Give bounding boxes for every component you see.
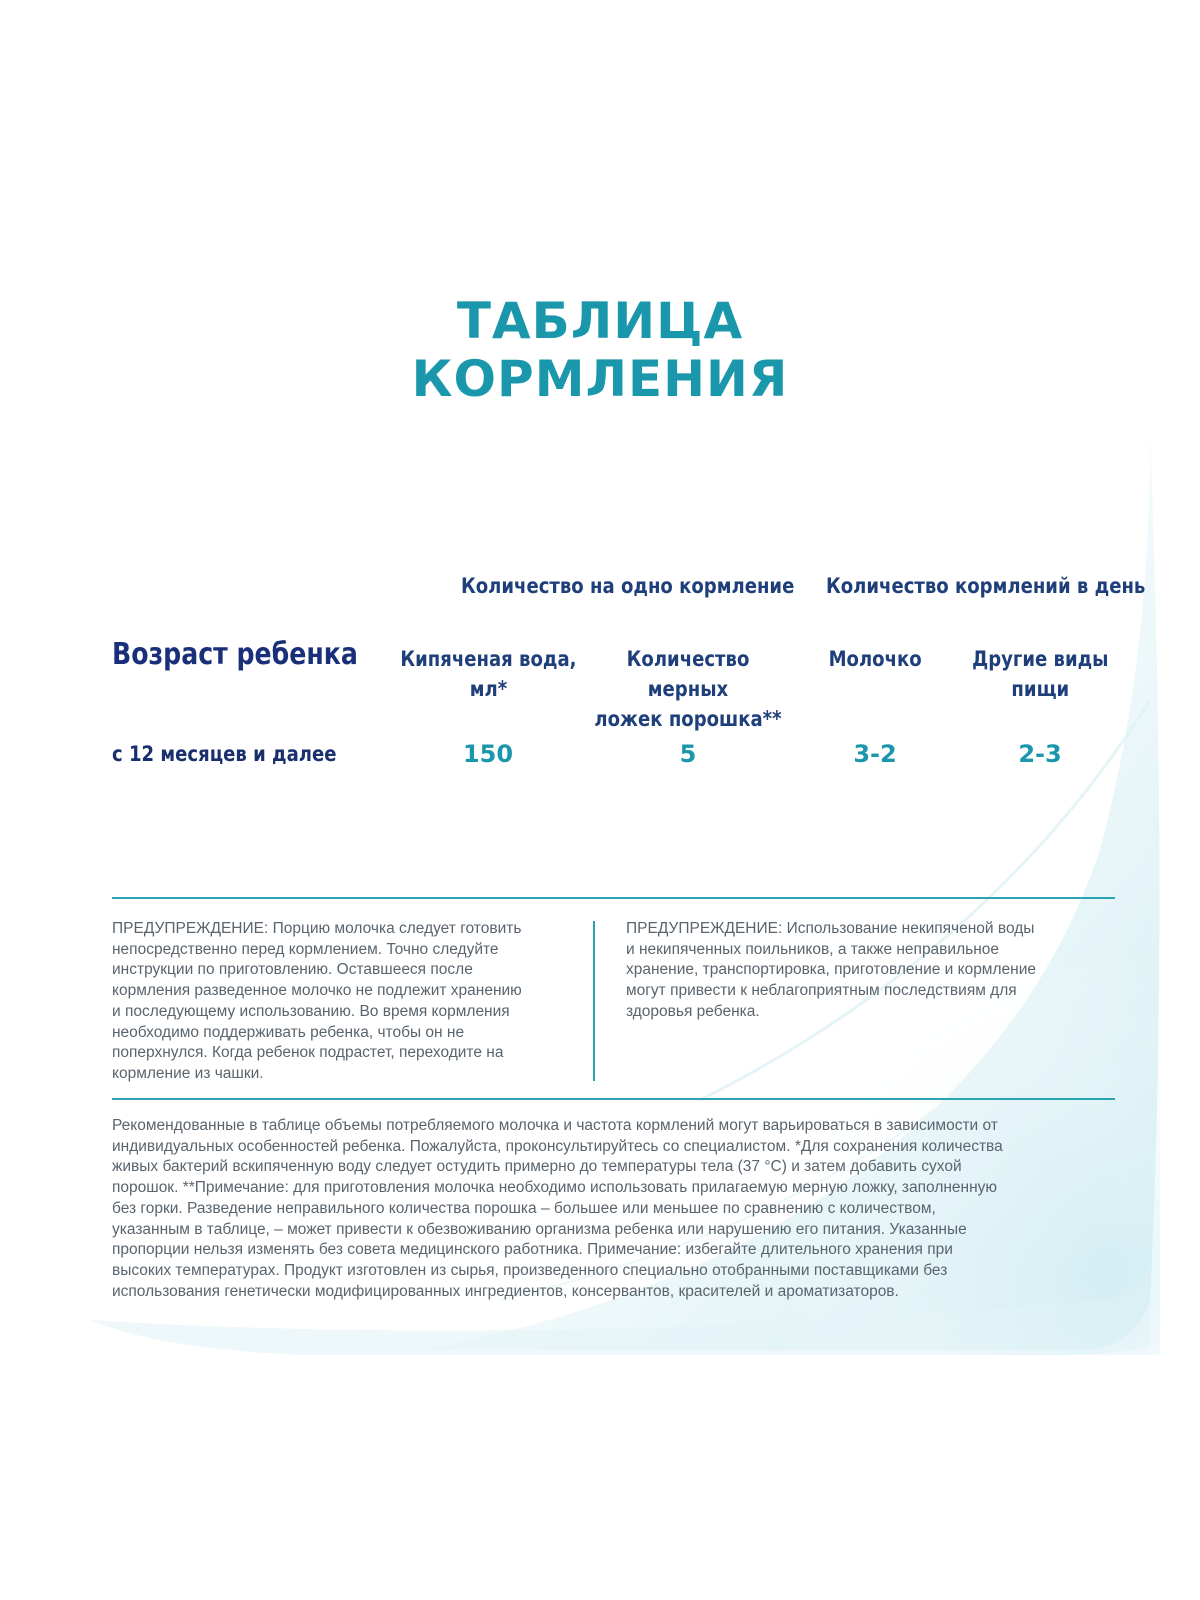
warning-left-line: непосредственно перед кормлением. Точно следуйте <box>112 940 499 958</box>
footnote-line: без горки. Разведение неправильного количества порошка – большее или меньшее по сравнению с количеством, <box>112 1199 936 1217</box>
footnote-line: высоких температурах. Продукт изготовлен из сырья, произведенного специально отобранными поставщиками без <box>112 1261 948 1279</box>
warning-right-line: хранение, транспортировка, приготовление и кормление <box>626 961 1036 979</box>
warning-left-line: и последующему использованию. Во время кормления <box>112 1002 510 1020</box>
footnote-line: индивидуальных особенностей ребенка. Пожалуйста, проконсультируйтесь со специалистом. *Для сохранения количества <box>112 1137 1003 1155</box>
warning-left-line: кормления разведенное молочко не подлежит хранению <box>112 982 522 1000</box>
column-header-spoons-line2: ложек порошка** <box>594 707 782 731</box>
footnote-line: порошок. **Примечание: для приготовления молочка необходимо использовать прилагаемую мерную ложку, заполненную <box>112 1179 998 1197</box>
warning-right-line: ПРЕДУПРЕЖДЕНИЕ: Использование некипяченой воды <box>626 920 1035 937</box>
column-header-other-line2: пищи <box>1011 677 1069 701</box>
warning-left-line: инструкции по приготовлению. Оставшееся после <box>112 961 473 979</box>
footnote-line: Рекомендованные в таблице объемы потребляемого молочка и частота кормлений могут варьироваться в зависимости от <box>112 1117 998 1134</box>
warning-left <box>112 919 582 1085</box>
warning-right-line: могут привести к неблагоприятным последствиям для <box>626 982 1017 1000</box>
title-line-1: ТАБЛИЦА <box>456 292 744 350</box>
column-header-spoons-line1: Количество мерных <box>626 647 750 701</box>
column-header-water-line1: Кипяченая вода, <box>399 647 577 671</box>
cell-other-food: 2-3 <box>1018 740 1062 768</box>
column-header-water <box>383 644 593 704</box>
group-header-per-day: Количество кормлений в день <box>826 574 1146 598</box>
warning-left-line: поперхнулся. Когда ребенок подрастет, переходите на <box>112 1044 504 1062</box>
page-title <box>0 292 1200 408</box>
divider-top <box>112 897 1115 899</box>
divider-bottom <box>112 1098 1115 1100</box>
column-header-spoons <box>578 644 798 734</box>
footnote-line: использования генетически модифицированных ингредиентов, консервантов, красителей и ароматизаторов. <box>112 1282 899 1300</box>
age-column-header: Возраст ребенка <box>112 637 358 672</box>
warning-right <box>626 919 1106 1023</box>
cell-milk: 3-2 <box>853 740 897 768</box>
divider-vertical <box>593 921 595 1081</box>
column-header-other-food <box>955 644 1125 704</box>
footnote-line: пропорции нельзя изменять без совета медицинского работника. Примечание: избегайте длительного хранения при <box>112 1241 953 1259</box>
group-header-per-feeding: Количество на одно кормление <box>461 574 795 598</box>
warning-right-line: здоровья ребенка. <box>626 1002 760 1020</box>
table-row-age: с 12 месяцев и далее <box>112 742 337 766</box>
footnote <box>112 1116 1122 1302</box>
cell-water: 150 <box>462 740 514 768</box>
cell-spoons: 5 <box>679 740 697 768</box>
column-header-water-line2: мл* <box>469 677 507 701</box>
column-header-milk <box>800 644 950 674</box>
footnote-line: живых бактерий вскипяченную воду следует остудить примерно до температуры тела (37 °С) и затем добавить сухой <box>112 1158 962 1176</box>
warning-left-line: необходимо поддерживать ребенка, чтобы он не <box>112 1023 465 1041</box>
warning-left-line: кормление из чашки. <box>112 1064 264 1082</box>
title-line-2: КОРМЛЕНИЯ <box>411 350 789 408</box>
column-header-other-line1: Другие виды <box>971 647 1109 671</box>
warning-left-line: ПРЕДУПРЕЖДЕНИЕ: Порцию молочка следует готовить <box>112 920 522 937</box>
warning-right-line: и некипяченных поильников, а также неправильное <box>626 940 999 958</box>
footnote-line: указанным в таблице, – может привести к обезвоживанию организма ребенка или нарушению его питания. Указанные <box>112 1220 967 1238</box>
column-header-milk-line1: Молочко <box>828 647 922 671</box>
